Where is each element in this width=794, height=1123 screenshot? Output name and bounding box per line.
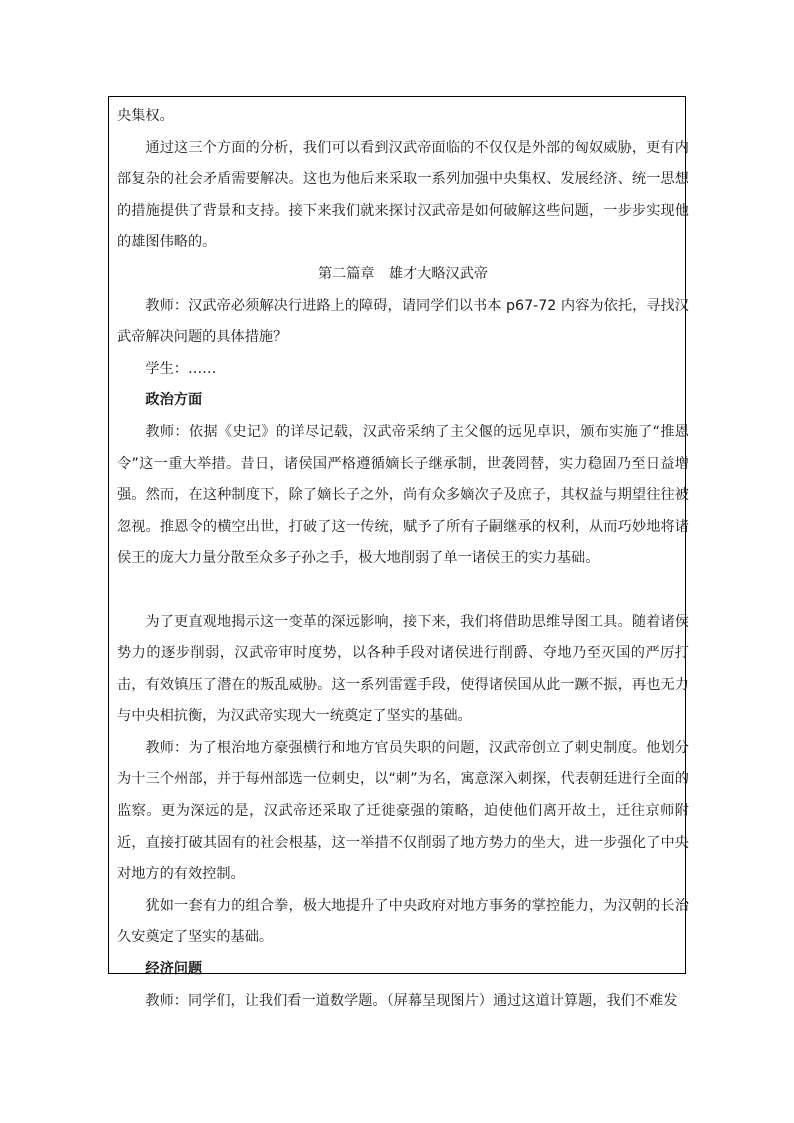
document-frame bbox=[108, 96, 689, 1009]
paragraph-mindmap: 为了更直观地揭示这一变革的深远影响，接下来，我们将借助思维导图工具。随着诸侯势力的逐步削弱，汉武帝审时度势，以各种手段对诸侯进行削爵、夺地乃至灭国的严厉打击，有效镇压了潜在的叛乱威胁。这一系列雷霆手段，使得诸侯国从此一蹶不振，再也无力与中央相抗衡，为汉武帝实现大一统奠定了坚实的基础。 bbox=[117, 613, 689, 725]
paragraph-student-answer: 学生：…… bbox=[145, 360, 217, 377]
paragraph-combination: 犹如一套有力的组合拳，极大地提升了中央政府对地方事务的掌控能力，为汉朝的长治久安奠定了坚实的基础。 bbox=[117, 897, 689, 946]
blank-line bbox=[117, 575, 689, 607]
paragraph-teacher-question: 教师：汉武帝必须解决行进路上的障碍，请同学们以书本 p67-72 内容为依托，寻找汉武帝解决问题的具体措施？ bbox=[117, 297, 689, 346]
paragraph-cishi-system: 教师：为了根治地方豪强横行和地方官员失职的问题，汉武帝创立了刺史制度。他划分为十三个州部，并于每州部选一位刺史，以“刺”为名，寓意深入刺探，代表朝廷进行全面的监察。更为深远的是，汉武帝还采取了迁徙豪强的策略，迫使他们离开故土，迁往京师附近，直接打破其固有的社会根基，这一举措不仅削弱了地方势力的坐大，进一步强化了中央对地方的有效控制。 bbox=[117, 739, 689, 883]
subheading-economy: 经济问题 bbox=[145, 961, 203, 978]
paragraph-math-problem: 教师：同学们，让我们看一道数学题。（屏幕呈现图片）通过这道计算题，我们不难发 bbox=[145, 992, 678, 1009]
paragraph-tuienling: 教师：依据《史记》的详尽记载，汉武帝采纳了主父偃的远见卓识，颁布实施了“推恩令”这一重大举措。昔日，诸侯国严格遵循嫡长子继承制，世袭罔替，实力稳固乃至日益增强。然而，在这种制度下，除了嫡长子之外，尚有众多嫡次子及庶子，其权益与期望往往被忽视。推恩令的横空出世，打破了这一传统，赋予了所有子嗣继承的权利，从而巧妙地将诸侯王的庞大力量分散至众多子孙之手，极大地削弱了单一诸侯王的实力基础。 bbox=[117, 423, 689, 567]
paragraph-continuation: 央集权。 bbox=[117, 108, 174, 124]
paragraph-analysis-summary: 通过这三个方面的分析，我们可以看到汉武帝面临的不仅仅是外部的匈奴威胁，更有内部复杂的社会矛盾需要解决。这也为他后来采取一系列加强中央集权、发展经济、统一思想的措施提供了背景和支持。接下来我们就来探讨汉武帝是如何破解这些问题，一步步实现他的雄图伟略的。 bbox=[117, 139, 689, 251]
subheading-politics: 政治方面 bbox=[145, 392, 203, 409]
section-heading: 第二篇章 雄才大略汉武帝 bbox=[317, 265, 489, 282]
document-body bbox=[117, 101, 689, 1017]
